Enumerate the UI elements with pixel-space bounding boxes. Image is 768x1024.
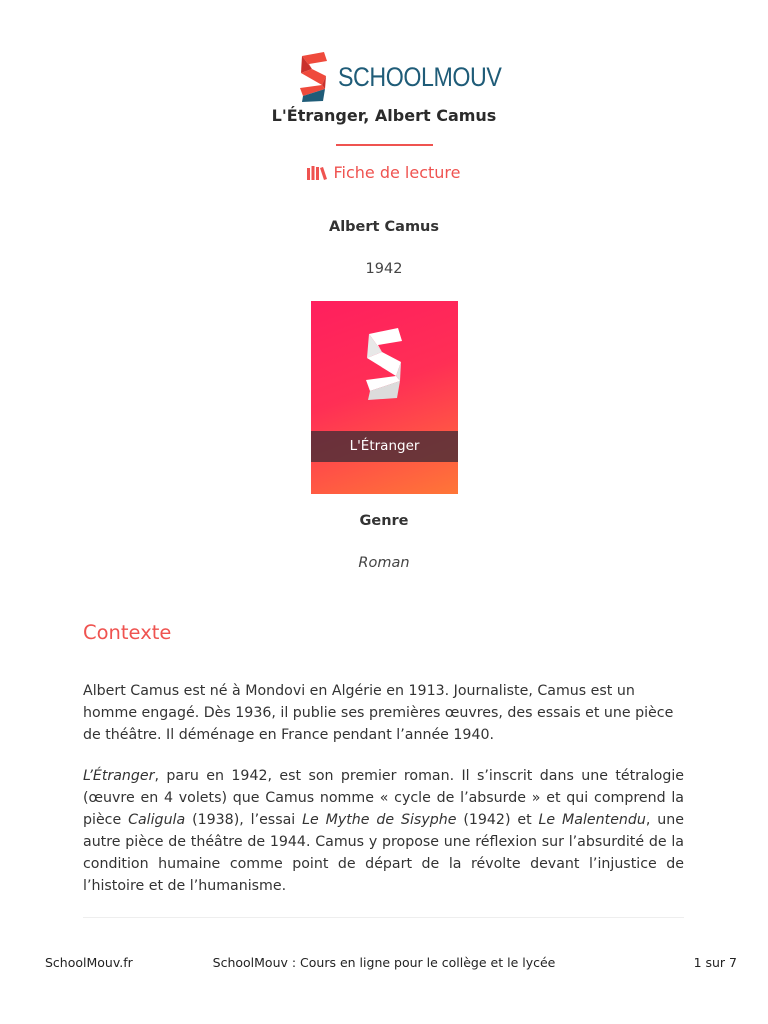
- text-segment: , paru en 1942, est son premier roman. Il s’inscrit dans une tétralogie (œuvre en 4 volets) que Camus nomme « cycle de l’absurde » et qui comprend la pièce: [83, 768, 684, 828]
- footer-site-link[interactable]: SchoolMouv.fr: [45, 955, 133, 970]
- section-divider: [83, 917, 684, 918]
- book-cover: [311, 301, 458, 494]
- category-tag: [0, 163, 768, 182]
- work-title-malentendu: Le Malentendu: [538, 812, 646, 828]
- text-segment: , une autre pièce de théâtre de 1944. Camus y propose une réflexion sur l’absurdité de la condition humaine comme point de départ de la révolte devant l’injustice de l’histoire et de l’humanisme.: [83, 812, 685, 894]
- schoolmouv-s-icon: [298, 52, 330, 102]
- cover-title: L'Étranger: [311, 431, 458, 462]
- work-title-sisyphe: Le Mythe de Sisyphe: [302, 812, 457, 828]
- genre-value: Roman: [358, 555, 410, 571]
- logo-text: SCHOOLMOUV: [338, 61, 502, 92]
- schoolmouv-logo[interactable]: [298, 52, 528, 102]
- books-icon: [307, 166, 327, 180]
- section-title-contexte: Contexte: [83, 621, 172, 644]
- text-segment: (1938), l’essai: [185, 812, 303, 828]
- work-title-caligula: Caligula: [128, 812, 186, 828]
- book-year: 1942: [365, 261, 403, 277]
- paragraph-work-context: [83, 765, 684, 897]
- title-underline: [336, 144, 433, 146]
- category-label: Fiche de lecture: [333, 163, 461, 182]
- footer-page-number: 1 sur 7: [693, 955, 737, 970]
- text-segment: (1942) et: [456, 812, 539, 828]
- document-title: L'Étranger, Albert Camus: [271, 106, 497, 125]
- work-title-letranger: L’Étranger: [83, 768, 155, 784]
- schoolmouv-s-icon: [363, 328, 406, 400]
- paragraph-biography: Albert Camus est né à Mondovi en Algérie en 1913. Journaliste, Camus est un homme engagé. Dès 1936, il publie ses premières œuvres, des essais et une pièce de théâtre. Il déménage en France pendant l’année 1940.: [83, 683, 674, 743]
- book-author: Albert Camus: [328, 219, 440, 235]
- footer-tagline: SchoolMouv : Cours en ligne pour le collège et le lycée: [212, 955, 556, 970]
- genre-label: Genre: [359, 513, 409, 529]
